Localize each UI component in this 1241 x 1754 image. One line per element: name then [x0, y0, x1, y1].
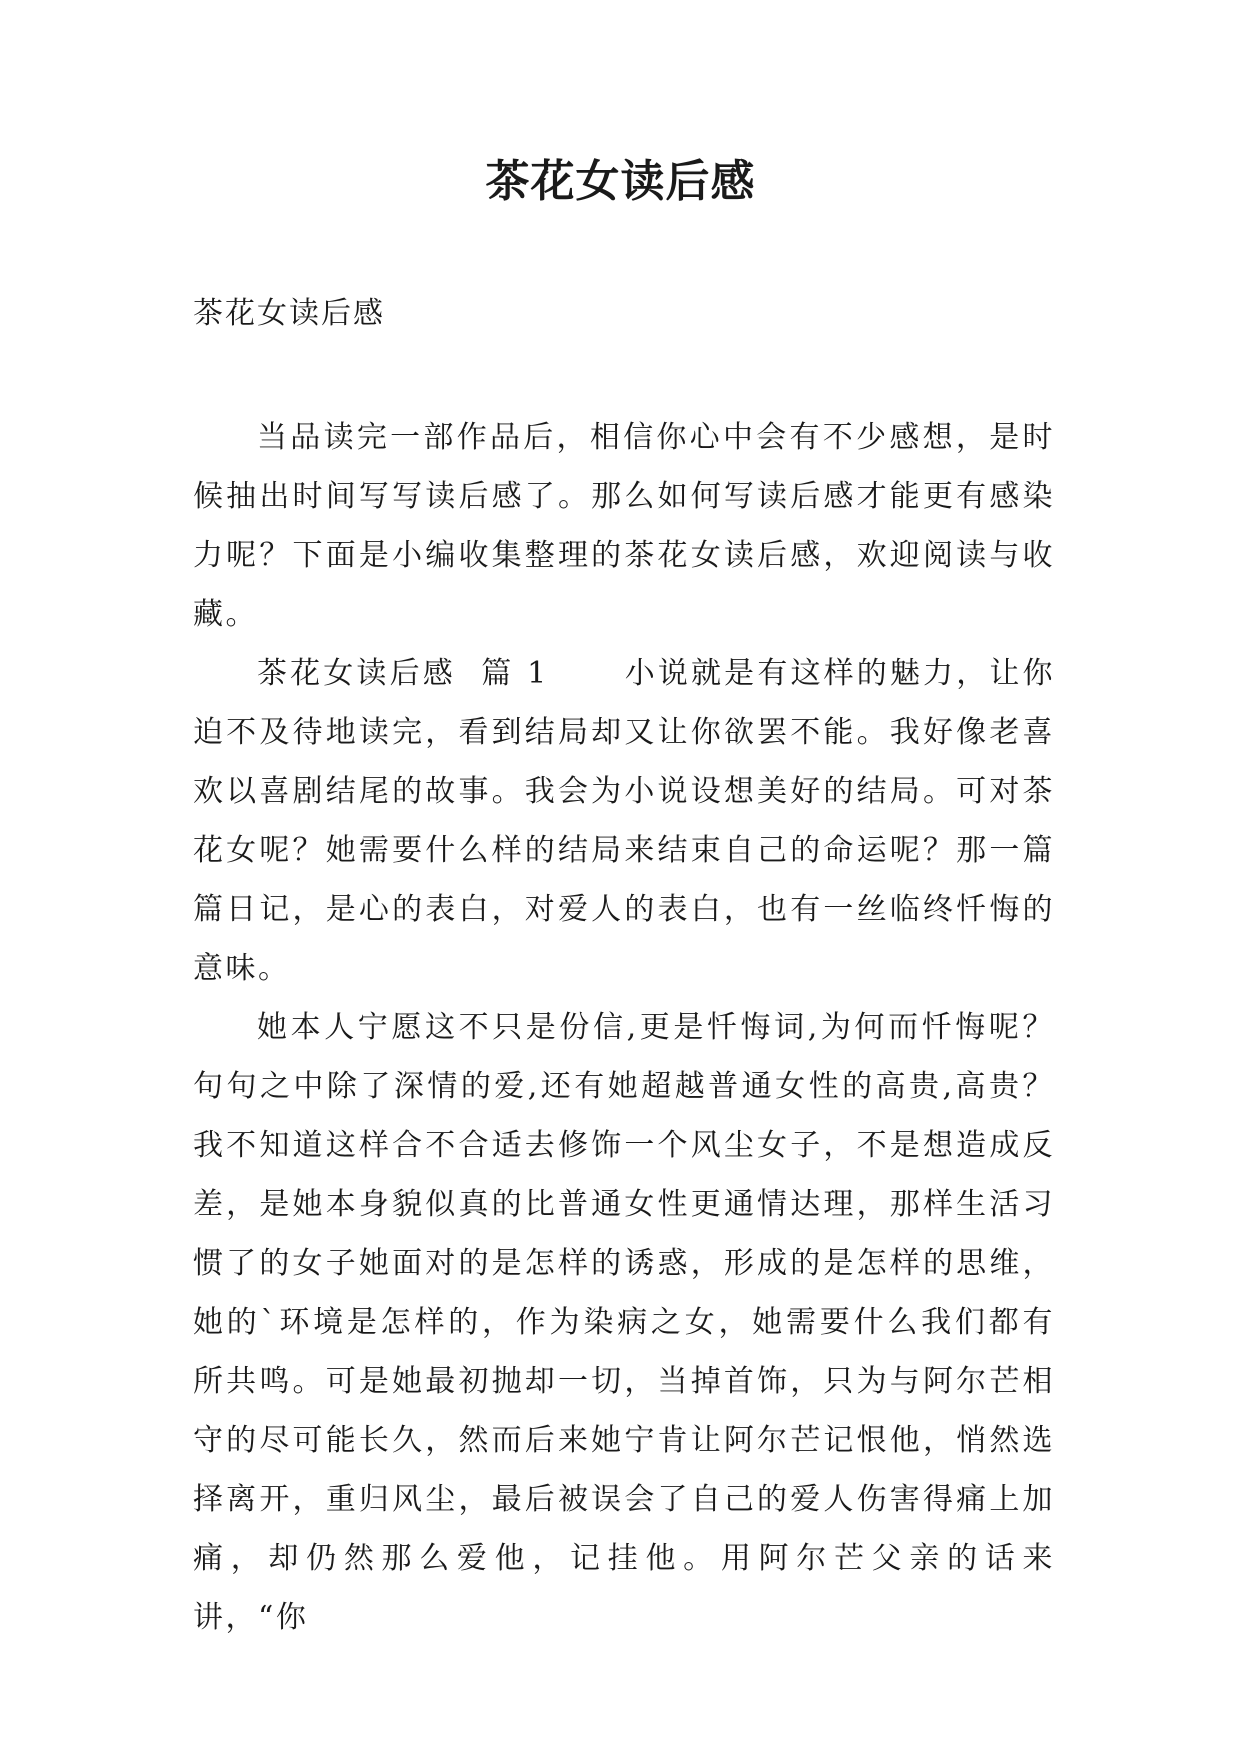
paragraph-part-1: 茶花女读后感 篇 1 小说就是有这样的魅力，让你迫不及待地读完，看到结局却又让你欲罢不能。我好像老喜欢以喜剧结尾的故事。我会为小说设想美好的结局。可对茶花女呢？她需要什么样的结局来结束自己的命运呢？那一篇篇日记，是心的表白，对爱人的表白，也有一丝临终忏悔的意味。	[193, 656, 1055, 986]
document-title: 茶花女读后感	[485, 156, 756, 207]
paragraph-intro: 当品读完一部作品后，相信你心中会有不少感想，是时候抽出时间写写读后感了。那么如何写读后感才能更有感染力呢？下面是小编收集整理的茶花女读后感，欢迎阅读与收藏。	[193, 420, 1055, 632]
paragraph-part-2: 她本人宁愿这不只是份信,更是忏悔词,为何而忏悔呢？句句之中除了深情的爱,还有她超越普通女性的高贵,高贵？我不知道这样合不合适去修饰一个风尘女子，不是想造成反差，是她本身貌似真的比普通女性更通情达理，那样生活习惯了的女子她面对的是怎样的诱惑，形成的是怎样的思维，她的`环境是怎样的，作为染病之女，她需要什么我们都有所共鸣。可是她最初抛却一切，当掉首饰，只为与阿尔芒相守的尽可能长久，然而后来她宁肯让阿尔芒记恨他，悄然选择离开，重归风尘，最后被误会了自己的爱人伤害得痛上加痛，却仍然那么爱他，记挂他。用阿尔芒父亲的话来讲，“你	[193, 1010, 1055, 1635]
document-subtitle: 茶花女读后感	[193, 296, 385, 331]
document-body	[193, 408, 1055, 1647]
